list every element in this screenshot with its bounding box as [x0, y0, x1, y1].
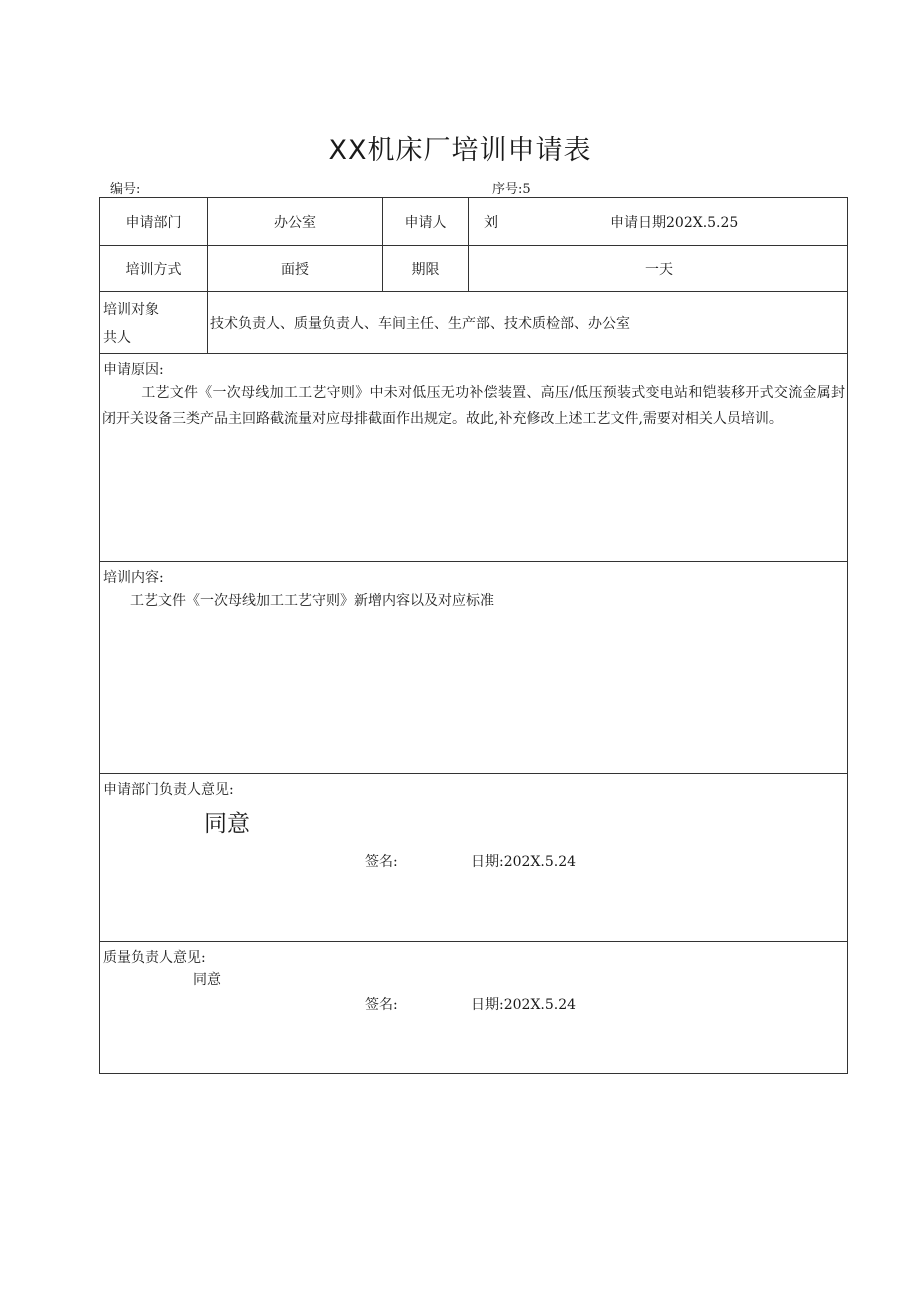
quality-opinion-section	[100, 942, 847, 1075]
dept-opinion-value: 同意	[204, 811, 250, 837]
dept-label: 申请部门	[125, 214, 182, 231]
quality-opinion-date: 日期:202X.5.24	[471, 997, 577, 1013]
quality-opinion-value: 同意	[193, 972, 221, 988]
content-text: 工艺文件《一次母线加工工艺守则》新增内容以及对应标准	[130, 593, 494, 609]
row-method	[100, 246, 847, 292]
period-value: 一天	[468, 246, 849, 291]
period-label: 期限	[382, 246, 468, 291]
dept-opinion-section	[100, 774, 847, 942]
content-label: 培训内容:	[103, 570, 164, 586]
quality-sign-label: 签名:	[365, 997, 398, 1013]
reason-section	[100, 354, 847, 562]
dept-sign-label: 签名:	[365, 854, 398, 870]
applicant-value: 刘	[484, 214, 498, 231]
number-label: 编号:	[110, 182, 141, 197]
method-value: 面授	[207, 246, 382, 291]
reason-text: 工艺文件《一次母线加工工艺守则》中未对低压无功补偿装置、高压/低压预装式变电站和铠装移开式交流金属封闭开关设备三类产品主回路截流量对应母排截面作出规定。故此,补充修改上述工艺文件,需要对相关人员培训。	[102, 385, 845, 427]
target-label	[100, 292, 207, 353]
page-title: XX机床厂培训申请表	[328, 135, 592, 166]
serial-label: 序号:5	[492, 182, 531, 197]
target-label-line1: 培训对象	[103, 302, 159, 318]
dept-opinion-date: 日期:202X.5.24	[471, 854, 577, 870]
apply-date: 申请日期202X.5.25	[610, 214, 739, 231]
dept-opinion-label: 申请部门负责人意见:	[103, 782, 234, 798]
applicant-cell	[468, 198, 849, 245]
application-form	[99, 197, 848, 1074]
reason-label: 申请原因:	[103, 362, 164, 378]
quality-opinion-label: 质量负责人意见:	[103, 950, 206, 966]
method-label: 培训方式	[125, 261, 182, 278]
applicant-label: 申请人	[382, 198, 468, 245]
content-section	[100, 562, 847, 774]
row-department	[100, 198, 847, 246]
dept-value: 办公室	[207, 198, 382, 245]
target-value: 技术负责人、质量负责人、车间主任、生产部、技术质检部、办公室	[207, 292, 849, 353]
target-label-line2: 共人	[103, 330, 131, 346]
row-target	[100, 292, 847, 354]
